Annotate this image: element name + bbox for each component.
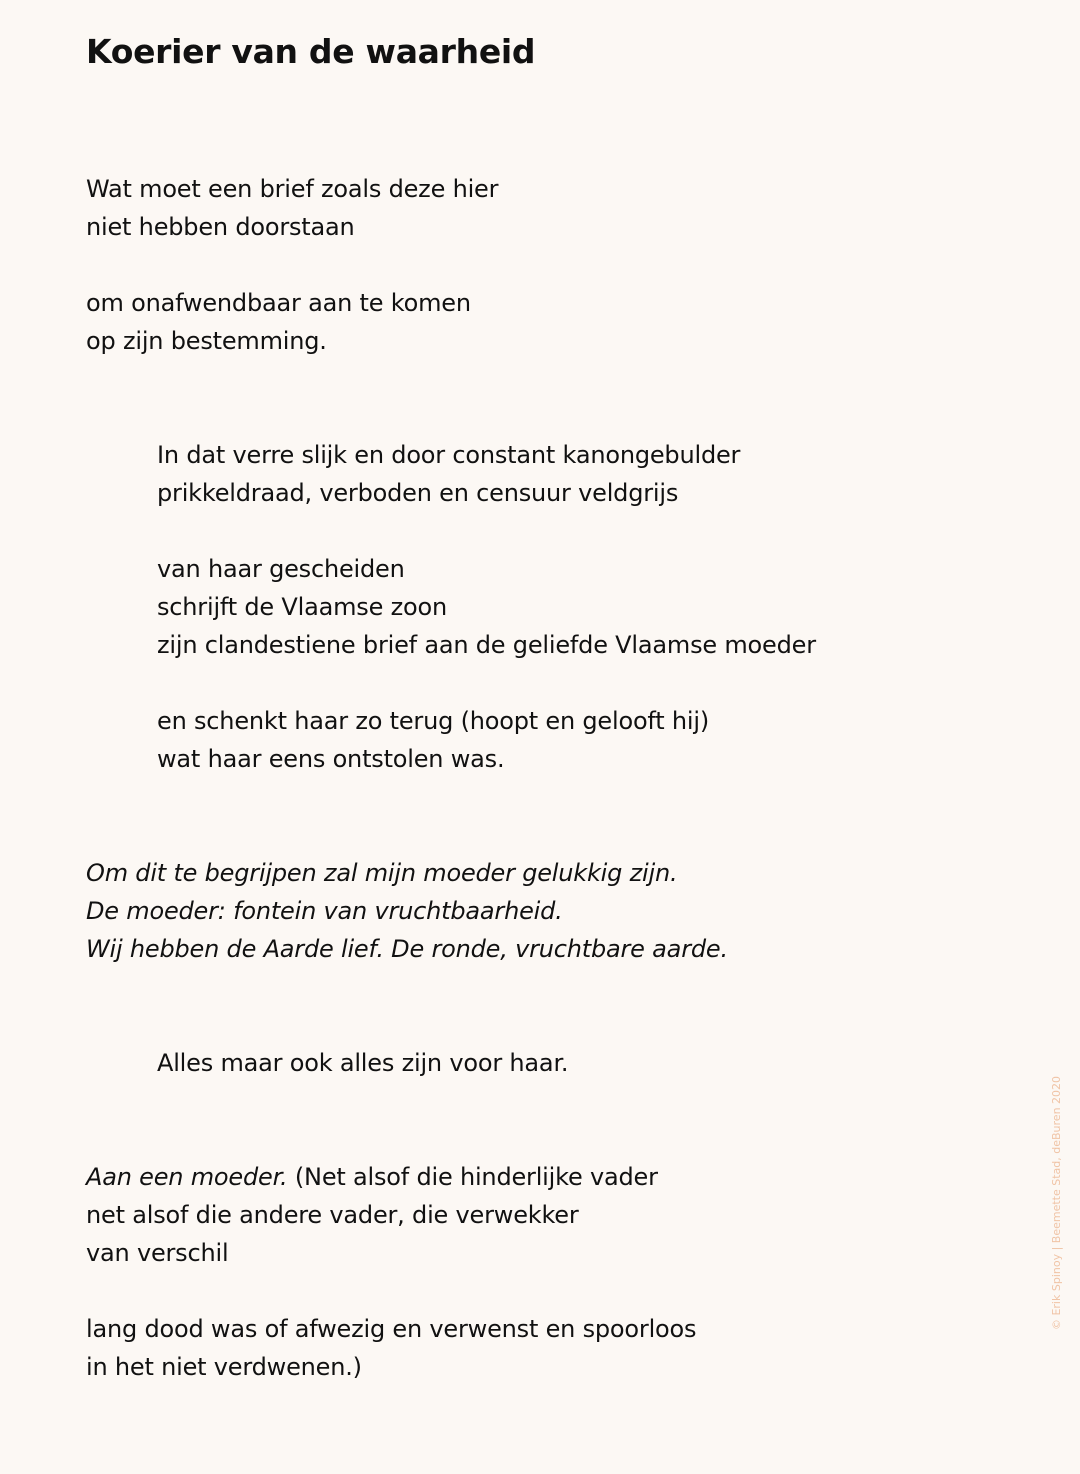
poem-line: van haar gescheiden: [157, 555, 405, 583]
poem-line-italic: Wij hebben de Aarde lief. De ronde, vruchtbare aarde.: [86, 935, 728, 963]
line-continuation: (Net alsof die hinderlijke vader: [287, 1163, 658, 1191]
copyright-notice: © Erik Spinoy | Beemette Stad, deBuren 2020: [1050, 1075, 1063, 1331]
poem-line: in het niet verdwenen.): [86, 1353, 362, 1381]
poem-line: In dat verre slijk en door constant kanongebulder: [157, 441, 741, 469]
poem-title: Koerier van de waarheid: [86, 32, 536, 71]
poem-line: niet hebben doorstaan: [86, 213, 355, 241]
poem-line: om onafwendbaar aan te komen: [86, 289, 471, 317]
poem-line: [86, 1158, 658, 1196]
poem-line-italic: De moeder: fontein van vruchtbaarheid.: [86, 897, 563, 925]
poem-line: schrijft de Vlaamse zoon: [157, 593, 447, 621]
poem-line: net alsof die andere vader, die verwekker: [86, 1201, 579, 1229]
poem-line: prikkeldraad, verboden en censuur veldgrijs: [157, 479, 679, 507]
poem-line: zijn clandestiene brief aan de geliefde Vlaamse moeder: [157, 631, 816, 659]
poem-line: wat haar eens ontstolen was.: [157, 745, 505, 773]
poem-line: van verschil: [86, 1239, 229, 1267]
italic-phrase: Aan een moeder.: [86, 1163, 288, 1191]
poem-line: Alles maar ook alles zijn voor haar.: [157, 1049, 569, 1077]
poem-line: op zijn bestemming.: [86, 327, 327, 355]
poem-line: lang dood was of afwezig en verwenst en spoorloos: [86, 1315, 697, 1343]
poem-line: Wat moet een brief zoals deze hier: [86, 175, 499, 203]
poem-line-italic: Om dit te begrijpen zal mijn moeder gelukkig zijn.: [86, 859, 678, 887]
poem-line: en schenkt haar zo terug (hoopt en gelooft hij): [157, 707, 710, 735]
